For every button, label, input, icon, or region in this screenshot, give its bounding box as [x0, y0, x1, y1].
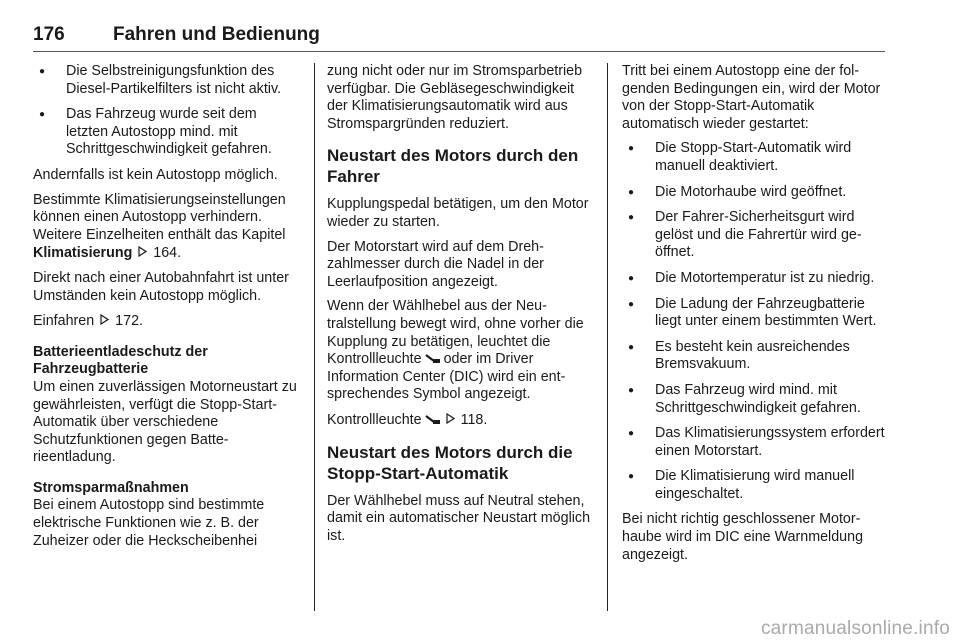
bullet-list-conditions — [33, 63, 301, 159]
column-divider-1 — [314, 63, 315, 611]
page-header — [33, 0, 885, 56]
list-item: ● Die Motorhaube wird geöffnet. — [622, 184, 890, 202]
column-divider-2 — [607, 63, 608, 611]
paragraph: Andernfalls ist kein Autostopp möglich. — [33, 166, 278, 183]
paragraph: Der Wählhebel muss auf Neutral stehen, damit ein automatischer Neustart möglich ist. — [327, 492, 591, 544]
list-item: ● Die Motortemperatur ist zu niedrig. — [622, 270, 890, 288]
page-number: 176 — [33, 24, 65, 45]
paragraph: Um einen zuverlässigen Motorneustart zu gewährleisten, verfügt die Stopp-Start-Automatik über verschiedene Schutzfunktionen gegen Batterieentladung. — [33, 378, 297, 466]
clutch-indicator-lamp-icon — [425, 413, 441, 423]
paragraph: Kupplungspedal betätigen, um den Motor wieder zu starten. — [327, 196, 589, 230]
cross-reference-triangle-icon — [138, 244, 147, 262]
list-item: ● Die Selbstreinigungsfunktion des Diesel-Partikelfilters ist nicht aktiv. — [33, 63, 301, 98]
page-title: Fahren und Bedienung — [113, 24, 320, 45]
column-3 — [622, 63, 890, 571]
page-reference[interactable]: 172. — [115, 313, 143, 330]
list-item: ● Das Klimatisierungssystem erfordert einen Motorstart. — [622, 425, 890, 460]
list-item: ● Es besteht kein ausreichendes Bremsvakuum. — [622, 339, 890, 374]
paragraph: Direkt nach einer Autobahnfahrt ist unter Umständen kein Autostopp möglich. — [33, 269, 289, 304]
heading-restart-by-automatic: Neustart des Motors durch die Stopp-Start-Automatik — [327, 442, 573, 483]
paragraph: Der Motorstart wird auf dem Drehzahlmesser durch die Nadel in der Leerlaufposition angezeigt. — [327, 238, 544, 290]
list-item: ● Die Stopp-Start-Automatik wird manuell deaktiviert. — [622, 140, 890, 175]
cross-reference-triangle-icon — [100, 312, 109, 330]
list-item: ● Der Fahrer-Sicherheitsgurt wird gelöst und die Fahrertür wird geöffnet. — [622, 209, 890, 262]
paragraph: Bei einem Autostopp sind bestimmte elektrische Funktionen wie z. B. der Zuheizer oder die Heckscheibenhei — [33, 497, 265, 549]
paragraph: zung nicht oder nur im Stromsparbetrieb verfügbar. Die Gebläsegeschwindigkeit der Klimatisierungsautomatik wird aus Stromspargründen reduziert. — [327, 63, 583, 132]
list-item: ● Die Ladung der Fahrzeugbatterie liegt unter einem bestimmten Wert. — [622, 296, 890, 331]
paragraph-text: oder im Driver Information Center (DIC) wird ein entsprechendes Symbol angezeigt. — [327, 351, 566, 403]
list-item: ● Die Klimatisierung wird manuell eingeschaltet. — [622, 468, 890, 503]
subheading-power-saving: Stromsparmaßnahmen — [33, 479, 189, 496]
watermark: carmanualsonline.info — [760, 618, 950, 639]
subheading-battery-protection: Batterieentladeschutz der Fahrzeugbatterie — [33, 343, 208, 378]
bullet-list-restart-conditions — [622, 140, 890, 503]
column-1 — [33, 63, 301, 557]
column-2 — [327, 63, 595, 552]
paragraph-text: Bestimmte Klimatisierungseinstellungen können einen Autostopp verhindern. Weitere Einzelheiten enthält das Kapitel — [33, 191, 286, 243]
heading-restart-by-driver: Neustart des Motors durch den Fahrer — [327, 146, 579, 187]
list-item: ● Das Fahrzeug wurde seit dem letzten Autostopp mind. mit Schrittgeschwindigkeit gefahren. — [33, 106, 301, 159]
page-reference[interactable]: 118. — [460, 411, 488, 428]
paragraph: Tritt bei einem Autostopp eine der folgenden Bedingungen ein, wird der Motor von der Stopp-Start-Automatik automatisch wieder gestartet: — [622, 63, 881, 132]
paragraph-text: Kontrollleuchte — [327, 411, 422, 428]
paragraph — [327, 411, 595, 430]
paragraph-text: Einfahren — [33, 313, 95, 330]
paragraph — [33, 312, 301, 331]
paragraph: Bei nicht richtig geschlossener Motorhaube wird im DIC eine Warnmeldung angezeigt. — [622, 511, 864, 563]
paragraph — [33, 192, 301, 263]
chapter-link-klimatisierung[interactable]: Klimatisierung — [33, 245, 133, 262]
list-item: ● Das Fahrzeug wird mind. mit Schrittgeschwindigkeit gefahren. — [622, 382, 890, 417]
paragraph — [327, 298, 595, 404]
page-reference[interactable]: 164. — [153, 245, 182, 262]
cross-reference-triangle-icon — [446, 411, 455, 429]
header-rule — [33, 51, 885, 52]
clutch-indicator-lamp-icon — [425, 352, 441, 362]
paragraph-text: Wenn der Wählhebel aus der Neutralstellung bewegt wird, ohne vorher die Kupplung zu betätigen, leuchtet die Kontrollleuchte — [327, 298, 584, 368]
